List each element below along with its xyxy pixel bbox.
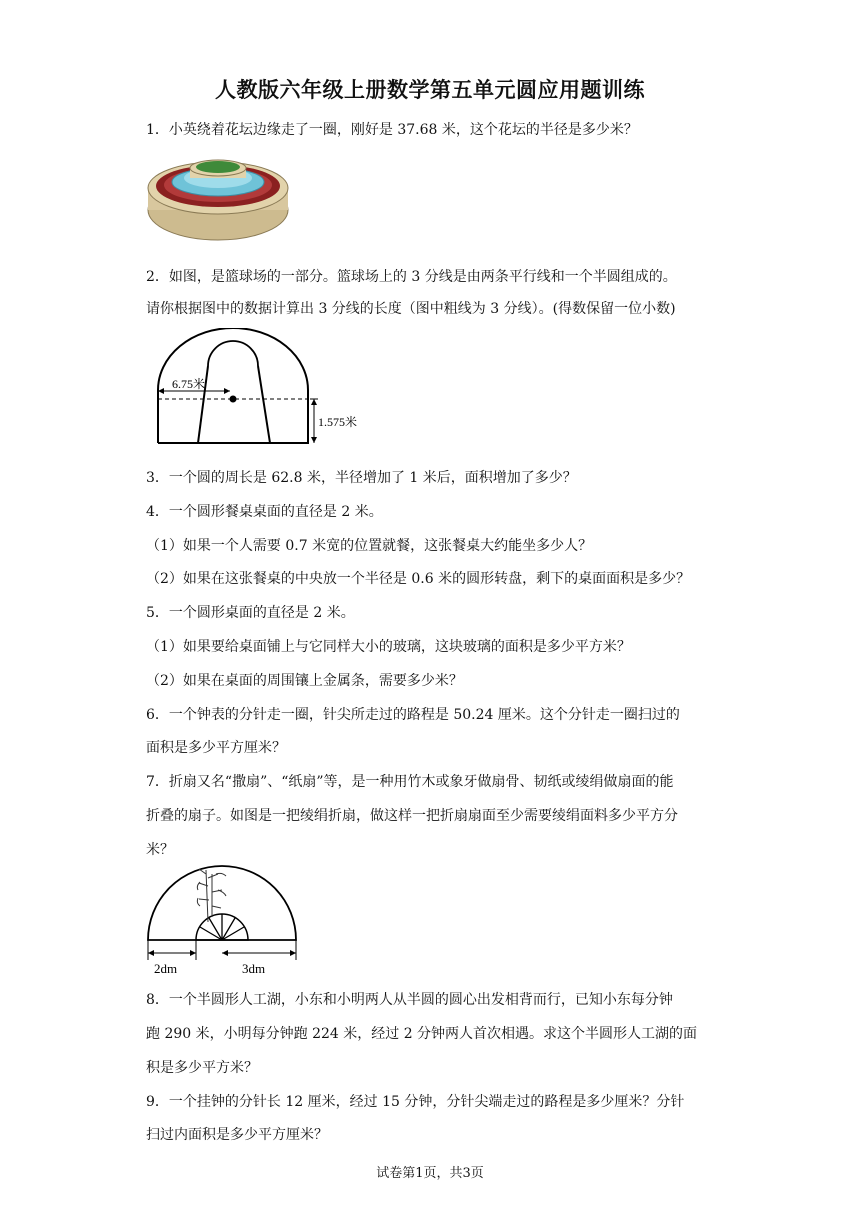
question-5-part-2: （2）如果在桌面的周围镶上金属条，需要多少米？ — [146, 673, 463, 689]
court-height-label: 1.575米 — [318, 415, 358, 429]
question-4-part-1: （1）如果一个人需要 0.7 米宽的位置就餐，这张餐桌大约能坐多少人？ — [146, 538, 593, 554]
question-5: 5．一个圆形桌面的直径是 2 米。 — [146, 605, 355, 621]
question-8-cont: 跑 290 米，小明每分钟跑 224 米，经过 2 分钟两人首次相遇。求这个半圆形人工湖的面 — [146, 1026, 698, 1042]
question-2-cont: 请你根据图中的数据计算出 3 分线的长度（图中粗线为 3 分线）。(得数保留一位小数) — [146, 301, 676, 317]
question-2: 2．如图，是篮球场的一部分。篮球场上的 3 分线是由两条平行线和一个半圆组成的。 — [146, 269, 677, 285]
page-footer: 试卷第1页，共3页 — [376, 1166, 484, 1181]
fan-outer-label: 3dm — [242, 961, 266, 976]
court-radius-label: 6.75米 — [172, 377, 206, 391]
question-1: 1．小英绕着花坛边缘走了一圈，刚好是 37.68 米，这个花坛的半径是多少米？ — [146, 122, 638, 138]
question-7: 7．折扇又名“撒扇”、“纸扇”等，是一种用竹木或象牙做扇骨、韧纸或绫绢做扇面的能 — [146, 774, 674, 790]
question-8-end: 积是多少平方米？ — [146, 1060, 258, 1076]
question-7-cont: 折叠的扇子。如图是一把绫绢折扇，做这样一把折扇扇面至少需要绫绢面料多少平方分 — [146, 808, 678, 824]
question-3: 3．一个圆的周长是 62.8 米，半径增加了 1 米后，面积增加了多少？ — [146, 470, 577, 486]
question-6: 6．一个钟表的分针走一圈，针尖所走过的路程是 50.24 厘米。这个分针走一圈扫过的 — [146, 707, 680, 723]
question-4-part-2: （2）如果在这张餐桌的中央放一个半径是 0.6 米的圆形转盘，剩下的桌面面积是多少？ — [146, 571, 691, 587]
folding-fan-figure — [142, 862, 302, 978]
flower-bed-figure — [143, 148, 293, 248]
question-6-cont: 面积是多少平方厘米？ — [146, 740, 286, 756]
question-8: 8．一个半圆形人工湖，小东和小明两人从半圆的圆心出发相背而行，已知小东每分钟 — [146, 992, 673, 1008]
question-9: 9．一个挂钟的分针长 12 厘米，经过 15 分钟，分针尖端走过的路程是多少厘米？分针 — [146, 1094, 685, 1110]
question-9-cont: 扫过内面积是多少平方厘米？ — [146, 1127, 328, 1143]
question-5-part-1: （1）如果要给桌面铺上与它同样大小的玻璃，这块玻璃的面积是多少平方米？ — [146, 639, 631, 655]
question-4: 4．一个圆形餐桌桌面的直径是 2 米。 — [146, 504, 383, 520]
page-title: 人教版六年级上册数学第五单元圆应用题训练 — [215, 77, 645, 102]
fan-inner-label: 2dm — [154, 961, 178, 976]
question-7-end: 米？ — [146, 842, 174, 858]
basketball-court-figure — [150, 328, 380, 448]
